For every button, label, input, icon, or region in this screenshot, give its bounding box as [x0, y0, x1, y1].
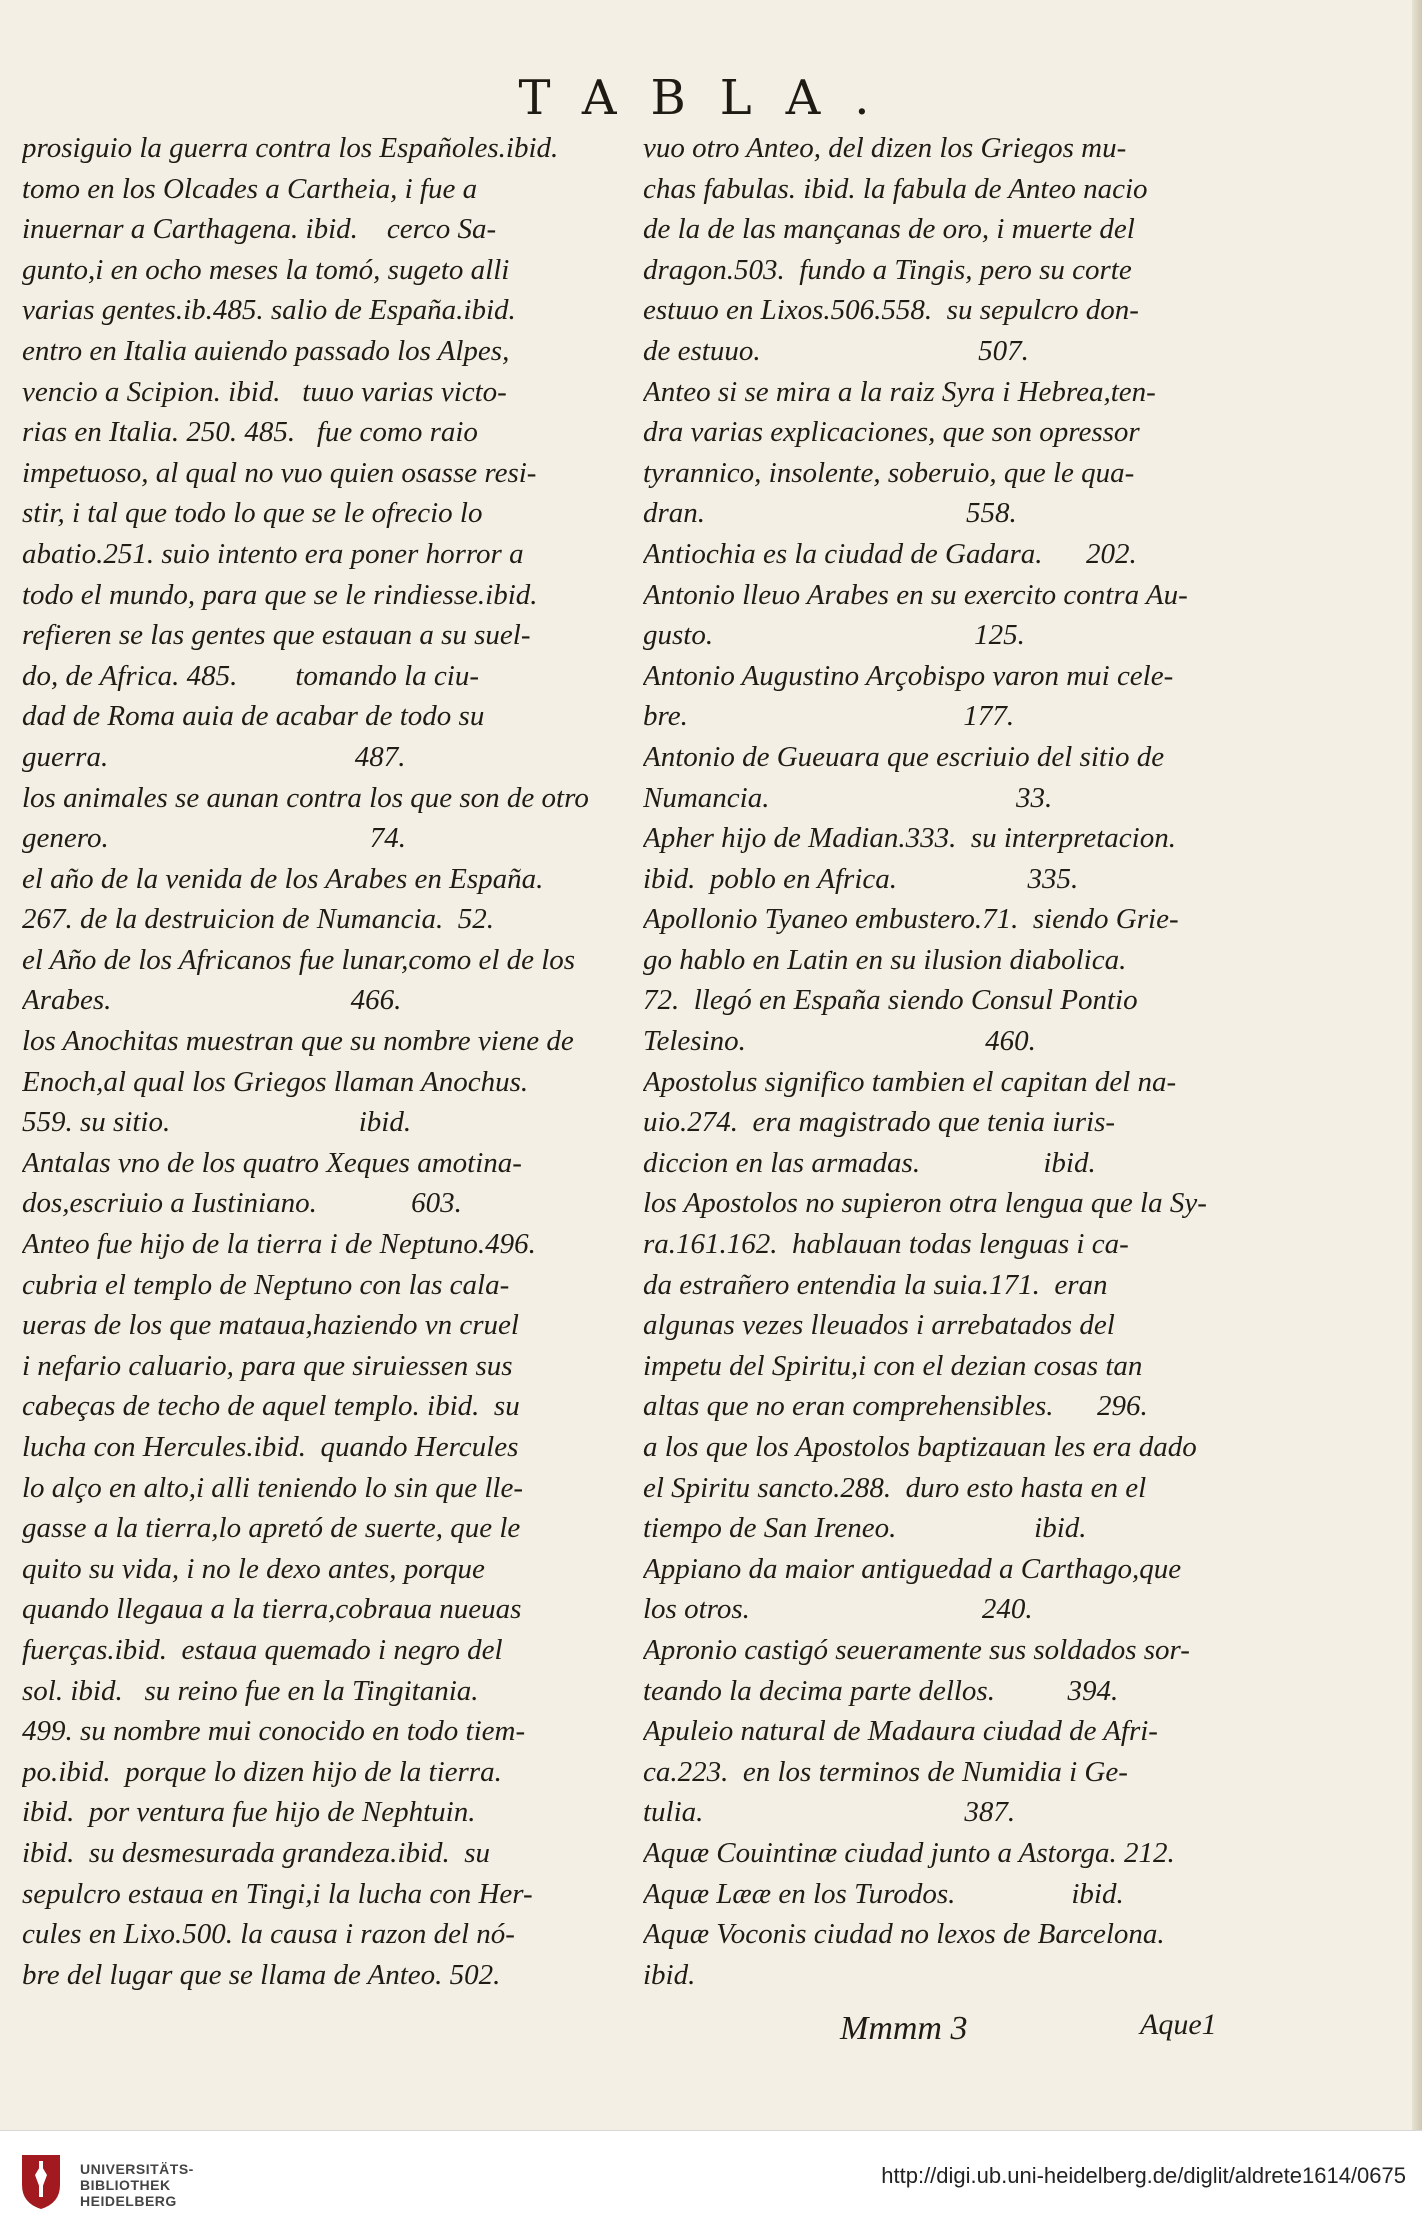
- text-line: algunas vezes lleuados i arrebatados del: [643, 1309, 1115, 1342]
- text-line: todo el mundo, para que se le rindiesse.ibid.: [22, 578, 538, 611]
- text-line: Aquæ Voconis ciudad no lexos de Barcelona.: [643, 1918, 1165, 1951]
- text-line: lucha con Hercules.ibid. quando Hercules: [22, 1431, 519, 1463]
- text-line: teando la decima parte dellos. 394.: [643, 1674, 1119, 1707]
- text-line: tiempo de San Ireneo. ibid.: [643, 1512, 1087, 1545]
- university-seal-icon[interactable]: [18, 2151, 64, 2211]
- text-line: Enoch,al qual los Griegos llaman Anochus.: [22, 1065, 529, 1098]
- text-line: rias en Italia. 250. 485. fue como raio: [22, 416, 478, 449]
- text-line: bre del lugar que se llama de Anteo. 502.: [22, 1958, 501, 1991]
- page-edge-shadow: [1412, 0, 1422, 2130]
- text-line: cules en Lixo.500. la causa i razon del nó-: [22, 1918, 515, 1951]
- text-line: Antalas vno de los quatro Xeques amotina-: [22, 1146, 522, 1179]
- text-line: tyrannico, insolente, soberuio, que le qua-: [643, 456, 1135, 489]
- text-line: stir, i tal que todo lo que se le ofrecio lo: [22, 497, 483, 530]
- text-line: bre. 177.: [643, 700, 1015, 733]
- text-line: Appiano da maior antiguedad a Carthago,que: [643, 1552, 1182, 1585]
- text-line: ueras de los que mataua,haziendo vn cruel: [22, 1309, 519, 1342]
- catchword: Aque1: [1140, 2008, 1217, 2041]
- text-line: Apher hijo de Madian.333. su interpretacion.: [643, 822, 1176, 855]
- text-line: Aquæ Couintinæ ciudad junto a Astorga. 212.: [643, 1836, 1175, 1869]
- text-line: Anteo fue hijo de la tierra i de Neptuno.496.: [22, 1228, 536, 1261]
- text-line: gunto,i en ocho meses la tomó, sugeto alli: [22, 253, 510, 286]
- text-line: impetuoso, al qual no vuo quien osasse resi-: [22, 456, 537, 489]
- text-line: Telesino. 460.: [643, 1025, 1036, 1058]
- signature-mark: Mmmm 3: [840, 2010, 968, 2047]
- permalink-url[interactable]: http://digi.ub.uni-heidelberg.de/diglit/aldrete1614/0675: [881, 2163, 1406, 2188]
- text-line: ca.223. en los terminos de Numidia i Ge-: [643, 1755, 1128, 1788]
- text-line: i nefario caluario, para que siruiessen sus: [22, 1349, 513, 1382]
- text-line: varias gentes.ib.485. salio de España.ibid.: [22, 294, 516, 327]
- text-line: quito su vida, i no le dexo antes, porque: [22, 1552, 485, 1585]
- text-line: impetu del Spiritu,i con el dezian cosas tan: [643, 1349, 1143, 1382]
- text-line: Antonio lleuo Arabes en su exercito contra Au-: [643, 578, 1188, 611]
- text-line: 267. de la destruicion de Numancia. 52.: [22, 903, 495, 936]
- text-line: tomo en los Olcades a Cartheia, i fue a: [22, 172, 478, 205]
- text-line: Antiochia es la ciudad de Gadara. 202.: [643, 537, 1137, 570]
- text-line: gusto. 125.: [643, 619, 1025, 652]
- text-line: dran. 558.: [643, 497, 1017, 530]
- text-line: los otros. 240.: [643, 1593, 1033, 1626]
- text-line: diccion en las armadas. ibid.: [643, 1146, 1096, 1179]
- text-line: 72. llegó en España siendo Consul Pontio: [643, 984, 1138, 1017]
- text-line: de estuuo. 507.: [643, 334, 1029, 367]
- text-line: tulia. 387.: [643, 1796, 1016, 1829]
- running-title: TABLA.: [518, 70, 904, 126]
- text-line: ibid. poblo en Africa. 335.: [643, 862, 1079, 895]
- text-line: sol. ibid. su reino fue en la Tingitania.: [22, 1674, 479, 1707]
- text-line: go hablo en Latin en su ilusion diabolica.: [643, 943, 1127, 976]
- text-line: Numancia. 33.: [643, 781, 1053, 814]
- text-line: Anteo si se mira a la raiz Syra i Hebrea,ten-: [643, 375, 1156, 408]
- institution-line: HEIDELBERG: [80, 2193, 177, 2209]
- left-column: [22, 128, 622, 1995]
- text-line: quando llegaua a la tierra,cobraua nueuas: [22, 1593, 522, 1626]
- text-line: uio.274. era magistrado que tenia iuris-: [643, 1106, 1116, 1139]
- text-line: los Anochitas muestran que su nombre viene de: [22, 1025, 574, 1058]
- text-line: po.ibid. porque lo dizen hijo de la tierra.: [22, 1755, 502, 1788]
- text-line: vencio a Scipion. ibid. tuuo varias victo-: [22, 375, 507, 408]
- text-line: altas que no eran comprehensibles. 296.: [643, 1390, 1148, 1423]
- right-column: [643, 128, 1243, 1995]
- text-line: el Spiritu sancto.288. duro esto hasta en el: [643, 1471, 1147, 1504]
- text-line: fuerças.ibid. estaua quemado i negro del: [22, 1633, 503, 1666]
- text-line: guerra. 487.: [22, 740, 406, 773]
- text-line: ibid. su desmesurada grandeza.ibid. su: [22, 1836, 491, 1869]
- text-line: ra.161.162. hablauan todas lenguas i ca-: [643, 1228, 1129, 1261]
- text-line: a los que los Apostolos baptizauan les era dado: [643, 1431, 1197, 1463]
- institution-line: BIBLIOTHEK: [80, 2177, 171, 2193]
- text-line: 559. su sitio. ibid.: [22, 1106, 412, 1139]
- text-line: los animales se aunan contra los que son de otro: [22, 781, 589, 814]
- text-line: inuernar a Carthagena. ibid. cerco Sa-: [22, 213, 497, 246]
- text-line: Apostolus significo tambien el capitan del na-: [643, 1065, 1177, 1098]
- text-line: ibid.: [643, 1958, 696, 1991]
- text-line: refieren se las gentes que estauan a su suel-: [22, 619, 531, 652]
- text-line: Apuleio natural de Madaura ciudad de Afri-: [643, 1715, 1158, 1748]
- text-line: dra varias explicaciones, que son opressor: [643, 416, 1140, 449]
- text-line: 499. su nombre mui conocido en todo tiem-: [22, 1715, 526, 1748]
- institution-line: UNIVERSITÄTS-: [80, 2161, 194, 2177]
- text-line: vuo otro Anteo, del dizen los Griegos mu-: [643, 132, 1127, 164]
- text-line: cabeças de techo de aquel templo. ibid. su: [22, 1390, 520, 1423]
- text-line: genero. 74.: [22, 822, 406, 855]
- text-line: abatio.251. suio intento era poner horror a: [22, 537, 524, 570]
- viewer-footer: [0, 2130, 1422, 2235]
- institution-name[interactable]: [80, 2161, 194, 2209]
- text-line: Arabes. 466.: [22, 984, 402, 1017]
- text-line: el año de la venida de los Arabes en España.: [22, 862, 544, 895]
- text-line: gasse a la tierra,lo apretó de suerte, que le: [22, 1512, 521, 1545]
- text-line: estuuo en Lixos.506.558. su sepulcro don-: [643, 294, 1139, 327]
- text-line: Apollonio Tyaneo embustero.71. siendo Grie-: [643, 903, 1179, 936]
- text-line: lo alço en alto,i alli teniendo lo sin que lle-: [22, 1471, 523, 1504]
- text-line: los Apostolos no supieron otra lengua que la Sy-: [643, 1187, 1207, 1220]
- text-line: prosiguio la guerra contra los Españoles.ibid.: [22, 132, 559, 164]
- text-line: chas fabulas. ibid. la fabula de Anteo nacio: [643, 172, 1148, 205]
- text-line: ibid. por ventura fue hijo de Nephtuin.: [22, 1796, 476, 1829]
- text-line: Apronio castigó seueramente sus soldados sor-: [643, 1633, 1190, 1666]
- text-line: da estrañero entendia la suia.171. eran: [643, 1268, 1108, 1301]
- text-line: dos,escriuio a Iustiniano. 603.: [22, 1187, 462, 1220]
- text-line: el Año de los Africanos fue lunar,como el de los: [22, 943, 576, 976]
- text-line: dragon.503. fundo a Tingis, pero su corte: [643, 253, 1132, 286]
- text-line: do, de Africa. 485. tomando la ciu-: [22, 659, 479, 692]
- text-line: sepulcro estaua en Tingi,i la lucha con Her-: [22, 1877, 533, 1910]
- text-line: Antonio Augustino Arçobispo varon mui cele-: [643, 659, 1174, 692]
- text-line: Antonio de Gueuara que escriuio del sitio de: [643, 740, 1165, 773]
- text-line: entro en Italia auiendo passado los Alpes,: [22, 334, 510, 367]
- text-line: dad de Roma auia de acabar de todo su: [22, 700, 485, 733]
- text-line: cubria el templo de Neptuno con las cala-: [22, 1268, 510, 1301]
- text-line: Aquæ Lææ en los Turodos. ibid.: [643, 1877, 1124, 1910]
- text-line: de la de las mançanas de oro, i muerte del: [643, 213, 1135, 246]
